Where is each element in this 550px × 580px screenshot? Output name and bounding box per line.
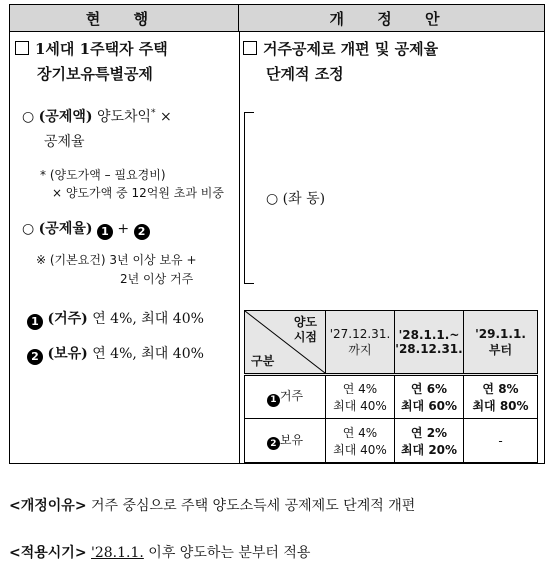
header-revised: 개 정 안 [239, 5, 544, 32]
corner-top-line2: 시점 [293, 330, 317, 344]
column-divider [239, 32, 240, 463]
circled-number-2-icon: 2 [134, 224, 150, 240]
corner-top-line1: 양도 [293, 315, 317, 329]
cell [326, 419, 395, 463]
same-as-left-text: (좌 동) [282, 191, 326, 207]
r1c2-line2: 최대 60% [400, 399, 458, 413]
deduction-amount-text: 양도차익 [92, 109, 152, 125]
checkbox-square-icon [15, 41, 29, 55]
timing-date: '28.1.1. [91, 545, 144, 561]
r2c1-line1: 연 4% [342, 425, 378, 440]
revised-rate-table [244, 310, 538, 463]
r2c1-line2: 최대 40% [333, 442, 387, 457]
current-residence-rate [27, 308, 204, 330]
footnote-line1: * (양도가액 – 필요경비) [40, 168, 166, 182]
cell [464, 375, 538, 419]
table-row [245, 311, 538, 375]
checkbox-square-icon [243, 41, 257, 55]
timing-text: 이후 양도하는 분부터 적용 [143, 545, 311, 561]
plus-sign: + [117, 221, 130, 237]
holding-rate-text: 연 4%, 최대 40% [87, 346, 204, 362]
row-label-holding [245, 419, 326, 463]
col3-line1: '29.1.1. [475, 326, 526, 341]
col1-line2: 까지 [348, 342, 372, 357]
residence-rate-text: 연 4%, 최대 40% [87, 311, 204, 327]
footnote-star: * [151, 108, 156, 119]
residence-label: (거주) [47, 311, 88, 327]
bullet-circle-icon: ○ [22, 109, 35, 125]
cell [326, 375, 395, 419]
bracket-line [244, 112, 254, 284]
revised-title-bold: 거주공제 [263, 40, 321, 58]
bullet-circle-icon: ○ [266, 191, 279, 207]
circled-number-1-icon: 1 [97, 224, 113, 240]
current-holding-rate [27, 343, 204, 365]
col-header-1 [326, 311, 395, 375]
r1c3-line1: 연 8% [482, 382, 519, 396]
same-as-left [266, 188, 325, 208]
reason-label: <개정이유> [9, 498, 87, 514]
reason-text: 거주 중심으로 주택 양도소득세 공제제도 단계적 개편 [86, 498, 416, 514]
cell [395, 419, 464, 463]
current-title-line2: 장기보유특별공제 [37, 65, 153, 83]
corner-bottom: 구분 [251, 354, 275, 368]
table-row [245, 419, 538, 463]
reason-line [9, 495, 415, 515]
circled-number-1-icon: 1 [267, 394, 280, 407]
bullet-circle-icon: ○ [22, 221, 35, 237]
circled-number-1-icon: 1 [27, 314, 43, 330]
timing-label: <적용시기> [9, 545, 87, 561]
col2-line1: '28.1.1.~ [398, 328, 460, 342]
revised-title [243, 38, 438, 59]
row2-label: 보유 [279, 432, 304, 447]
col-header-3 [464, 311, 538, 375]
current-deduction-rate [22, 218, 150, 240]
current-title-line1: 1세대 1주택자 주택 [35, 40, 168, 58]
circled-number-2-icon: 2 [267, 437, 280, 450]
col2-line2: '28.12.31. [395, 342, 463, 356]
current-title [15, 38, 168, 59]
basic-requirement-line1: ※ (기본요건) 3년 이상 보유 + [36, 253, 197, 267]
basic-requirement-line2: 2년 이상 거주 [120, 272, 194, 286]
holding-label: (보유) [47, 346, 88, 362]
r1c2-line1: 연 6% [410, 382, 448, 396]
r1c1-line2: 최대 40% [333, 399, 387, 413]
footnote-line2: × 양도가액 중 12억원 초과 비중 [52, 186, 224, 200]
col3-line2: 부터 [488, 342, 513, 357]
r1c1-line1: 연 4% [342, 382, 378, 396]
deduction-amount-label: (공제액) [38, 109, 93, 125]
deduction-rate-label: (공제율) [38, 221, 93, 237]
r1c3-line2: 최대 80% [472, 399, 529, 413]
revised-title-rest: 로 개편 및 공제율 [320, 40, 439, 58]
times-sign: × [155, 109, 172, 125]
r2c2-line1: 연 2% [410, 425, 448, 440]
cell: - [464, 419, 538, 463]
corner-top [294, 315, 317, 345]
revised-title-line2: 단계적 조정 [266, 65, 344, 83]
current-deduction-amount [22, 106, 172, 126]
row-label-residence [245, 375, 326, 419]
col1-line1: '27.12.31. [329, 326, 391, 341]
table-row [245, 375, 538, 419]
header-current: 현 행 [10, 5, 239, 32]
deduction-rate-word: 공제율 [44, 134, 85, 150]
corner-cell [245, 311, 326, 375]
col-header-2 [395, 311, 464, 375]
row1-label: 거주 [279, 389, 304, 404]
circled-number-2-icon: 2 [27, 349, 43, 365]
cell [395, 375, 464, 419]
timing-line [9, 542, 310, 562]
r2c2-line2: 최대 20% [400, 442, 458, 457]
